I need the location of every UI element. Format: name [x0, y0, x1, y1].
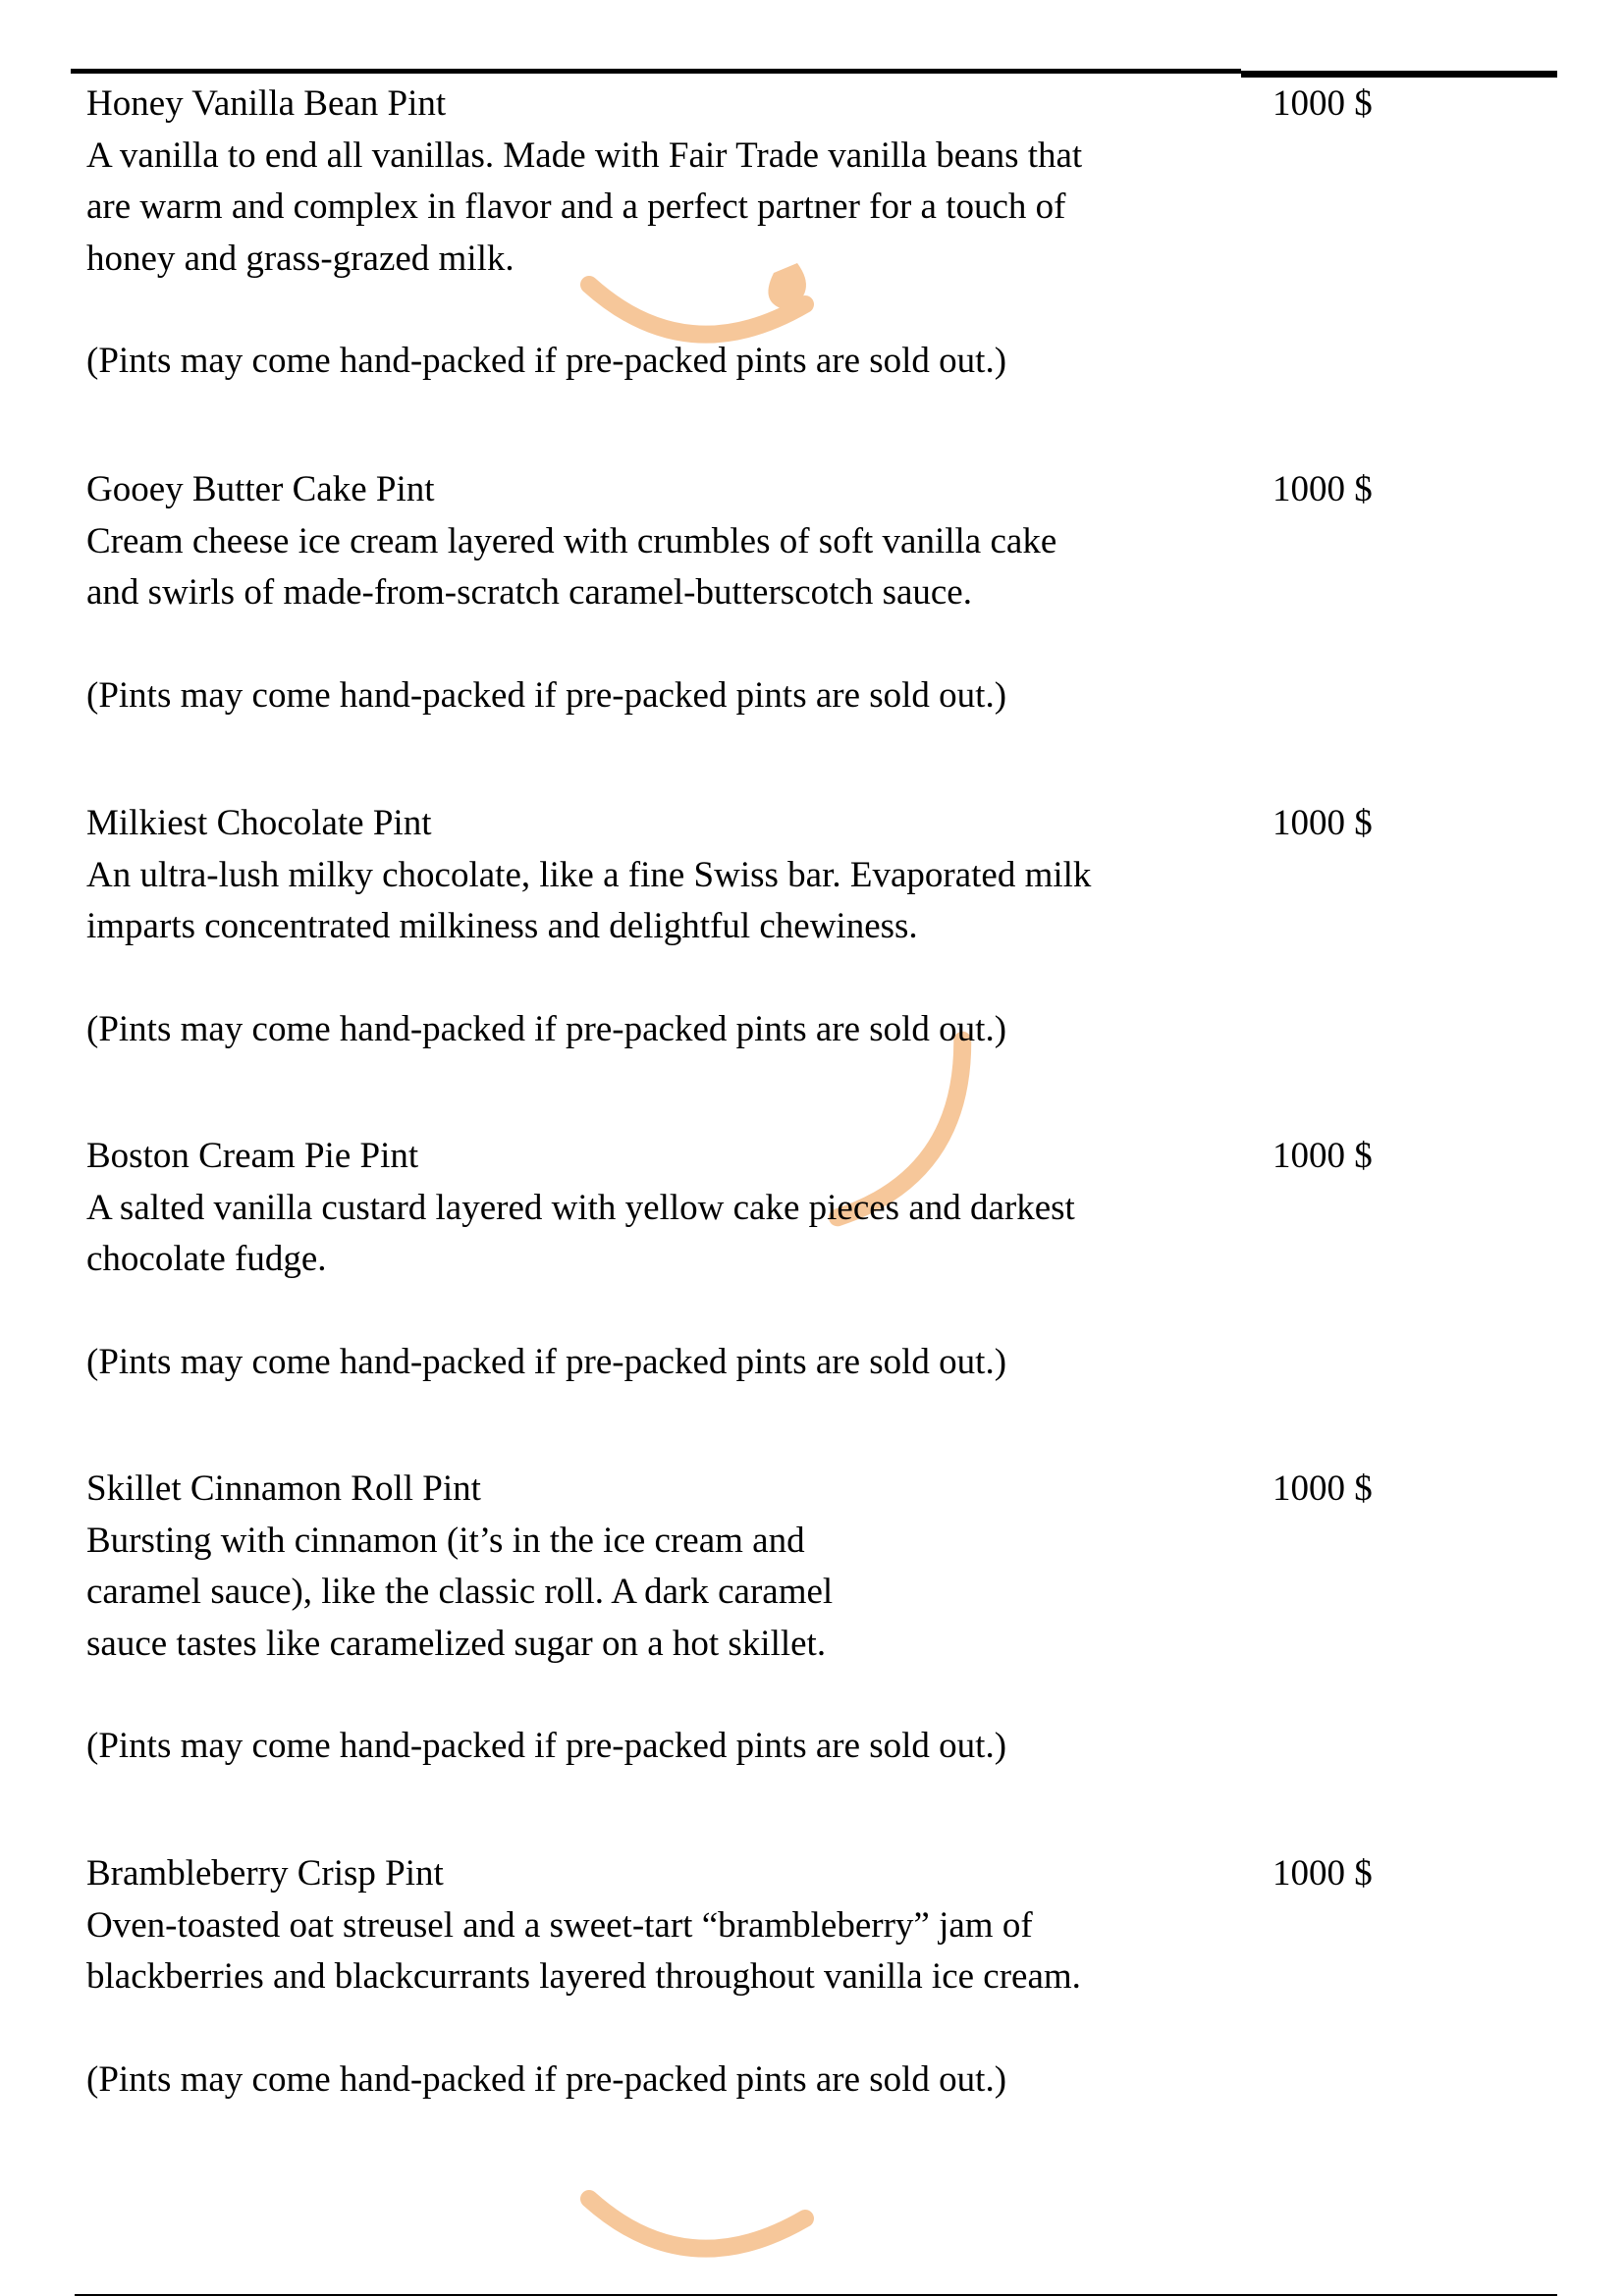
- item-price: 1000 $: [1272, 1853, 1373, 1894]
- item-description: A salted vanilla custard layered with yellow cake pieces and darkest chocolate fudge.: [86, 1187, 1075, 1279]
- menu-item: [86, 798, 1559, 1131]
- item-description: Oven-toasted oat streusel and a sweet-tart “brambleberry” jam of blackberries and blackcurrants layered throughout vanilla ice cream.: [86, 1904, 1081, 1997]
- item-name: Honey Vanilla Bean Pint: [86, 83, 447, 124]
- item-note: (Pints may come hand-packed if pre-packed pints are sold out.): [86, 2058, 1007, 2100]
- item-price: 1000 $: [1272, 1136, 1373, 1176]
- menu-item: [86, 1464, 1559, 1848]
- item-price: 1000 $: [1272, 803, 1373, 843]
- item-name: Milkiest Chocolate Pint: [86, 803, 432, 843]
- item-description: A vanilla to end all vanillas. Made with Fair Trade vanilla beans that are warm and complex in flavor and a perfect partner for a touch of honey and grass-grazed milk.: [86, 134, 1083, 279]
- top-rule-right-segment: [1241, 71, 1557, 78]
- item-description: Cream cheese ice cream layered with crumbles of soft vanilla cake and swirls of made-from-scratch caramel-butterscotch sauce.: [86, 520, 1057, 613]
- item-price: 1000 $: [1272, 469, 1373, 509]
- item-note: (Pints may come hand-packed if pre-packed pints are sold out.): [86, 1341, 1007, 1382]
- item-description: Bursting with cinnamon (it’s in the ice cream and caramel sauce), like the classic roll. A dark caramel sauce tastes like caramelized sugar on a hot skillet.: [86, 1520, 834, 1664]
- item-note: (Pints may come hand-packed if pre-packed pints are sold out.): [86, 674, 1007, 716]
- item-name: Boston Cream Pie Pint: [86, 1136, 419, 1176]
- item-name: Gooey Butter Cake Pint: [86, 469, 435, 509]
- item-note: (Pints may come hand-packed if pre-packed pints are sold out.): [86, 1726, 1007, 1766]
- item-note: (Pints may come hand-packed if pre-packed pints are sold out.): [86, 1008, 1007, 1049]
- item-name: Brambleberry Crisp Pint: [86, 1853, 444, 1894]
- menu-item: [86, 464, 1559, 798]
- menu-list: [86, 79, 1559, 2106]
- watermark-smile: [589, 2199, 805, 2249]
- item-name: Skillet Cinnamon Roll Pint: [86, 1468, 481, 1509]
- menu-item: [86, 79, 1559, 464]
- item-note: (Pints may come hand-packed if pre-packed pints are sold out.): [86, 341, 1007, 381]
- top-rule: [71, 69, 1241, 74]
- item-price: 1000 $: [1272, 83, 1373, 124]
- item-description: An ultra-lush milky chocolate, like a fine Swiss bar. Evaporated milk imparts concentrated milkiness and delightful chewiness.: [86, 854, 1092, 946]
- menu-item: [86, 1131, 1559, 1464]
- watermark-logo-bottom: [589, 2199, 805, 2249]
- item-price: 1000 $: [1272, 1468, 1373, 1509]
- menu-item: [86, 1848, 1559, 2106]
